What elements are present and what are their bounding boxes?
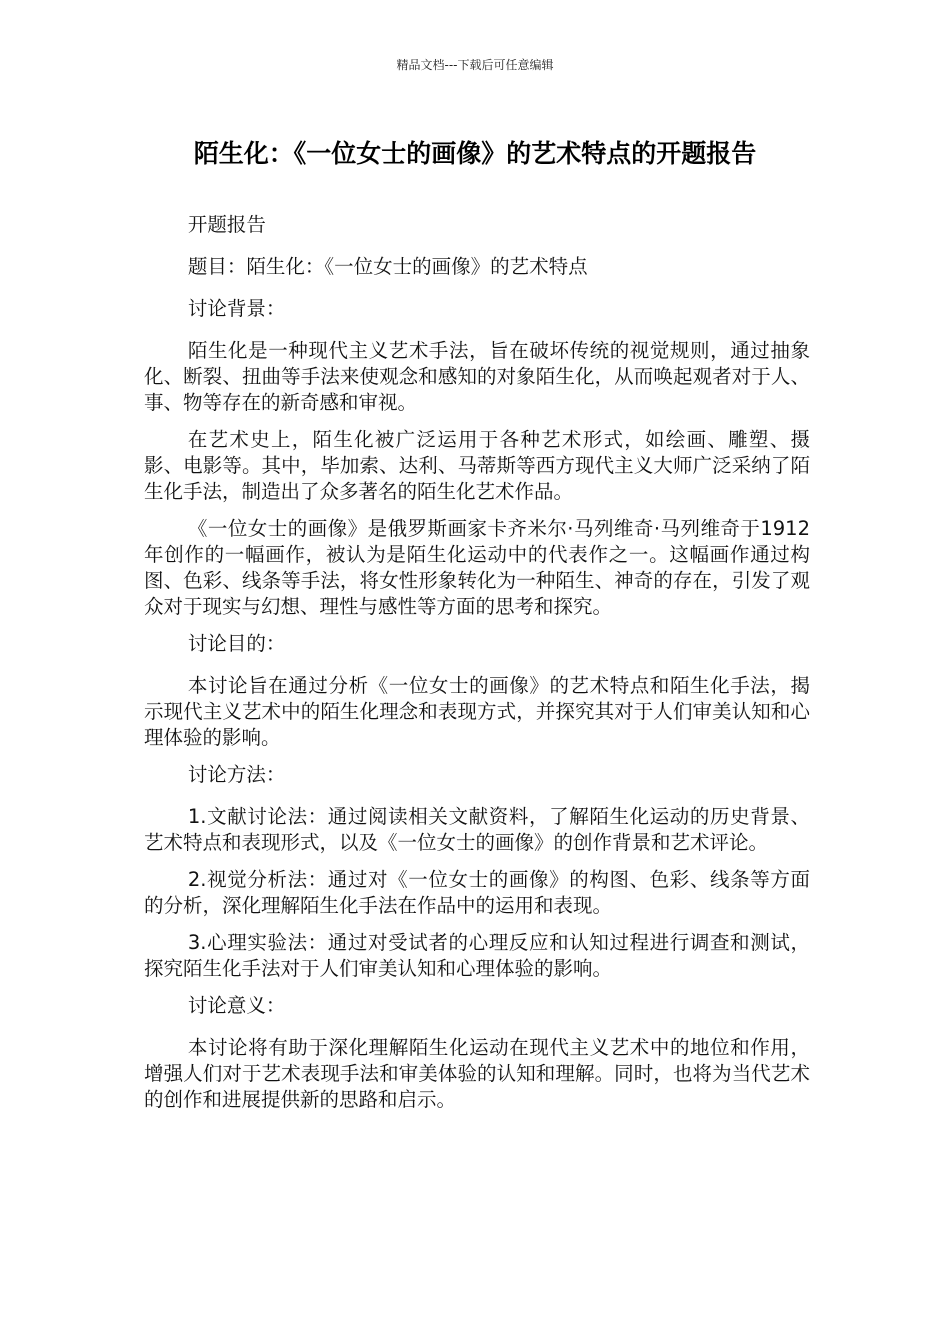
- paragraph-background-2: 在艺术史上，陌生化被广泛运用于各种艺术形式，如绘画、雕塑、摄影、电影等。其中，毕加索、达利、马蒂斯等西方现代主义大师广泛采纳了陌生化手法，制造出了众多著名的陌生化艺术作品。: [144, 428, 810, 503]
- section-heading-background: 讨论背景：: [187, 297, 286, 320]
- paragraph-background-3: 《一位女士的画像》是俄罗斯画家卡齐米尔·马列维奇·马列维奇于1912 年创作的一幅画作，被认为是陌生化运动中的代表作之一。这幅画作通过构图、色彩、线条等手法，将女性形象转化为一种陌生、神奇的存在，引发了观众对于现实与幻想、理性与感性等方面的思考和探究。: [144, 517, 810, 618]
- paragraph-method-3: 3.心理实验法：通过对受试者的心理反应和认知过程进行调查和测试，探究陌生化手法对于人们审美认知和心理体验的影响。: [144, 931, 810, 980]
- paragraph-topic: 题目：陌生化：《一位女士的画像》的艺术特点: [187, 255, 588, 278]
- paragraph-purpose: 本讨论旨在通过分析《一位女士的画像》的艺术特点和陌生化手法，揭示现代主义艺术中的陌生化理念和表现方式，并探究其对于人们审美认知和心理体验的影响。: [144, 674, 810, 749]
- header-note: 精品文档---下载后可任意编辑: [396, 58, 554, 72]
- paragraph-method-1: 1.文献讨论法：通过阅读相关文献资料，了解陌生化运动的历史背景、艺术特点和表现形式，以及《一位女士的画像》的创作背景和艺术评论。: [144, 805, 810, 854]
- paragraph-report-label: 开题报告: [187, 213, 266, 236]
- section-heading-method: 讨论方法：: [187, 763, 286, 786]
- document-body: [144, 212, 810, 1124]
- document-title: 陌生化：《一位女士的画像》的艺术特点的开题报告: [193, 139, 757, 168]
- paragraph-method-2: 2.视觉分析法：通过对《一位女士的画像》的构图、色彩、线条等方面的分析，深化理解陌生化手法在作品中的运用和表现。: [144, 868, 810, 917]
- section-heading-purpose: 讨论目的：: [187, 632, 286, 655]
- section-heading-significance: 讨论意义：: [187, 994, 286, 1017]
- paragraph-background-1: 陌生化是一种现代主义艺术手法，旨在破坏传统的视觉规则，通过抽象化、断裂、扭曲等手法来使观念和感知的对象陌生化，从而唤起观者对于人、事、物等存在的新奇感和审视。: [144, 339, 810, 414]
- paragraph-significance: 本讨论将有助于深化理解陌生化运动在现代主义艺术中的地位和作用，增强人们对于艺术表现手法和审美体验的认知和理解。同时，也将为当代艺术的创作和进展提供新的思路和启示。: [144, 1036, 810, 1111]
